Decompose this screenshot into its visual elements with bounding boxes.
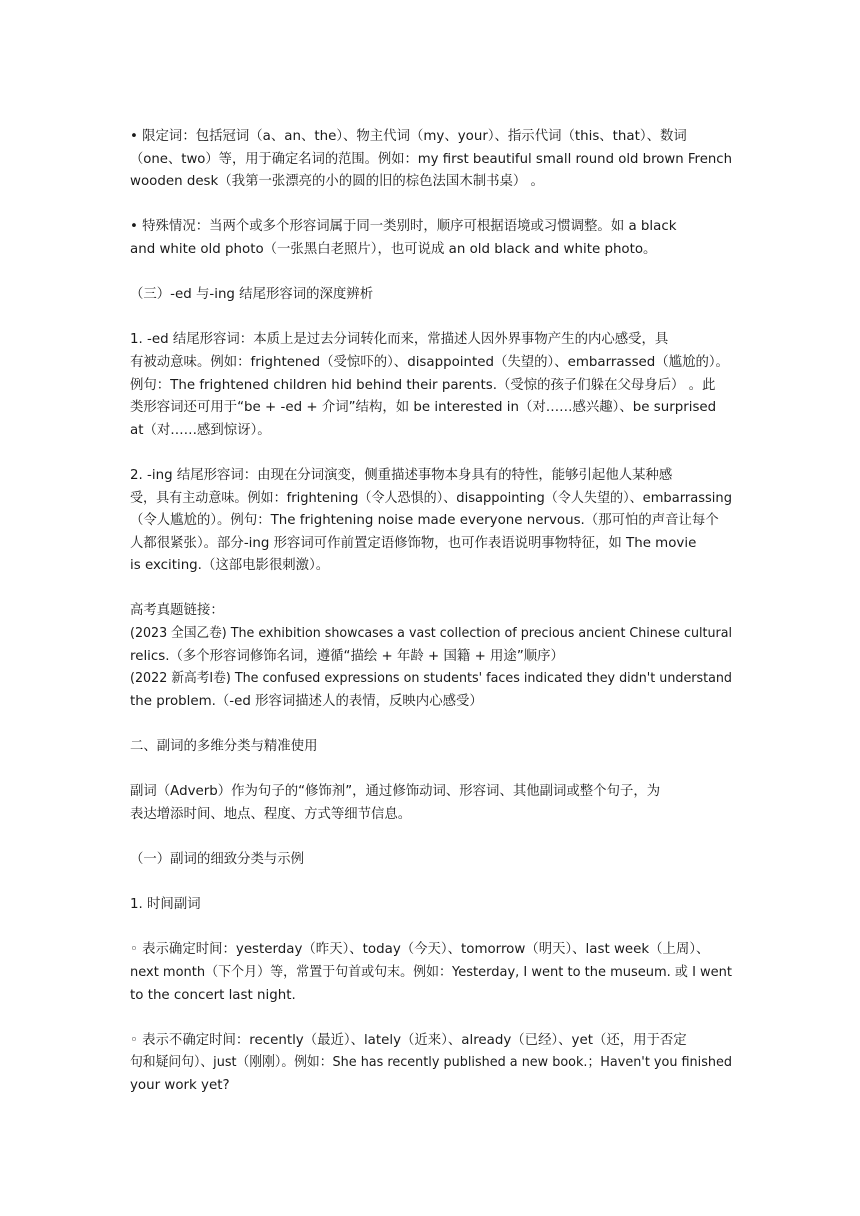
- text-line: 高考真题链接：: [130, 603, 224, 619]
- text-line: relics.（多个形容词修饰名词，遵循“描绘 + 年龄 + 国籍 + 用途”顺序）: [130, 648, 564, 664]
- text-line: at（对……感到惊讶）。: [130, 422, 271, 438]
- section-heading-adverbs: [130, 736, 732, 759]
- text-line: 人都很紧张）。部分-ing 形容词可作前置定语修饰物，也可作表语说明事物特征，如 The movie: [130, 535, 697, 551]
- text-line: your work yet?: [130, 1077, 230, 1093]
- text-line: 类形容词还可用于“be + -ed + 介词”结构，如 be interested in（对……感兴趣）、be surprised: [130, 400, 717, 416]
- text-line: (2023 全国乙卷) The exhibition showcases a vast collection of precious ancient Chinese cultural: [130, 626, 732, 642]
- paragraph-adverb-intro: [130, 781, 732, 826]
- paragraph-exam-links: [130, 600, 732, 713]
- text-line: 2. -ing 结尾形容词：由现在分词演变，侧重描述事物本身具有的特性，能够引起他人某种感: [130, 467, 673, 483]
- text-line: 副词（Adverb）作为句子的“修饰剂”，通过修饰动词、形容词、其他副词或整个句子，为: [130, 784, 661, 800]
- text-line: • 限定词：包括冠词（a、an、the）、物主代词（my、your）、指示代词（this、that）、数词: [130, 129, 687, 144]
- paragraph-definite-time: [130, 939, 732, 1007]
- text-line: 句和疑问句）、just（刚刚）。例如：She has recently published a new book.；Haven't you finished: [130, 1055, 732, 1071]
- text-line: ◦ 表示确定时间：yesterday（昨天）、today（今天）、tomorrow（明天）、last week（上周）、: [130, 942, 710, 958]
- paragraph-ing-adjectives: [130, 465, 732, 578]
- text-line: 例句：The frightened children hid behind their parents.（受惊的孩子们躲在父母身后） 。此: [130, 377, 716, 393]
- text-line: （one、two）等，用于确定名词的范围。例如：my first beautiful small round old brown French: [130, 151, 732, 167]
- text-line: 受，具有主动意味。例如：frightening（令人恐惧的）、disappointing（令人失望的）、embarrassing: [130, 490, 732, 506]
- text-line: 1. -ed 结尾形容词：本质上是过去分词转化而来，常描述人因外界事物产生的内心感受，具: [130, 332, 669, 348]
- text-line: to the concert last night.: [130, 987, 296, 1003]
- text-line: wooden desk（我第一张漂亮的小的圆的旧的棕色法国木制书桌） 。: [130, 174, 544, 190]
- text-line: (2022 新高考Ⅰ卷) The confused expressions on students' faces indicated they didn't understand: [130, 671, 732, 687]
- text-line: • 特殊情况：当两个或多个形容词属于同一类别时，顺序可根据语境或习惯调整。如 a black: [130, 219, 677, 235]
- text-line: （一）副词的细致分类与示例: [130, 852, 305, 867]
- text-line: the problem.（-ed 形容词描述人的表情，反映内心感受）: [130, 693, 483, 709]
- text-line: and white old photo（一张黑白老照片），也可说成 an old black and white photo。: [130, 241, 657, 257]
- paragraph-indefinite-time: [130, 1030, 732, 1098]
- text-line: next month（下个月）等，常置于句首或句末。例如：Yesterday, I went to the museum. 或 I went: [130, 964, 732, 980]
- text-line: ◦ 表示不确定时间：recently（最近）、lately（近来）、already（已经）、yet（还，用于否定: [130, 1032, 687, 1048]
- paragraph-ed-adjectives: [130, 329, 732, 442]
- paragraph-special-case: [130, 216, 732, 261]
- text-line: 有被动意味。例如：frightened（受惊吓的）、disappointed（失望的）、embarrassed（尴尬的）。: [130, 354, 729, 370]
- section-heading-time-adverbs: [130, 894, 732, 917]
- text-line: 表达增添时间、地点、程度、方式等细节信息。: [130, 806, 412, 822]
- text-line: （三）-ed 与-ing 结尾形容词的深度辨析: [130, 287, 374, 303]
- text-line: 二、副词的多维分类与精准使用: [130, 739, 318, 755]
- paragraph-determiners: [130, 126, 732, 194]
- text-line: 1. 时间副词: [130, 897, 201, 913]
- section-heading-ed-ing: [130, 284, 732, 307]
- section-heading-adverb-classes: [130, 849, 732, 872]
- text-line: （令人尴尬的）。例句：The frightening noise made everyone nervous.（那可怕的声音让每个: [130, 513, 719, 529]
- text-line: is exciting.（这部电影很刺激）。: [130, 558, 330, 574]
